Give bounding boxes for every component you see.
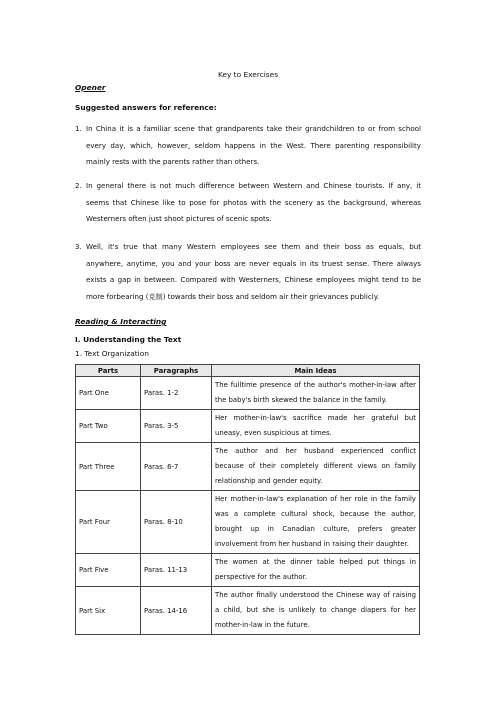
part-cell: Part Two bbox=[76, 410, 141, 443]
answer-3 bbox=[75, 239, 421, 305]
paragraphs-cell: Paras. 8-10 bbox=[141, 491, 212, 554]
part-cell: Part Six bbox=[76, 587, 141, 635]
main-idea-cell: The author and her husband experienced conflict because of their completely different views on family relationship and gender equity. bbox=[212, 443, 420, 491]
header-parts: Parts bbox=[76, 365, 141, 377]
answer-3-text: Well, it's true that many Western employees see them and their boss as equals, but anywhere, anytime, you and your boss are never equals in its truest sense. There always exists a gap in between. Compared with Westerners, Chinese employees might tend to be more forbearing (克制) towards their boss and seldom air their grievances publicly. bbox=[86, 242, 421, 301]
paragraphs-cell: Paras. 6-7 bbox=[141, 443, 212, 491]
table-row bbox=[76, 377, 420, 410]
table-header-row bbox=[76, 365, 420, 377]
table-row bbox=[76, 443, 420, 491]
answer-1-number: 1. bbox=[75, 124, 82, 133]
part-cell: Part Four bbox=[76, 491, 141, 554]
opener-heading: Opener bbox=[75, 83, 106, 92]
main-idea-cell: The author finally understood the Chinese way of raising a child, but she is unlikely to change diapers for her mother-in-law in the future. bbox=[212, 587, 420, 635]
answer-2 bbox=[75, 178, 421, 228]
table-row bbox=[76, 587, 420, 635]
table-row bbox=[76, 554, 420, 587]
reading-heading: Reading & Interacting bbox=[75, 317, 167, 326]
answer-2-number: 2. bbox=[75, 181, 82, 190]
answer-1-text: In China it is a familiar scene that grandparents take their grandchildren to or from school every day, which, however, seldom happens in the West. There parenting responsibility mainly rests with the parents rather than others. bbox=[86, 124, 421, 166]
part-cell: Part Three bbox=[76, 443, 141, 491]
header-paragraphs: Paragraphs bbox=[141, 365, 212, 377]
understanding-heading: I. Understanding the Text bbox=[75, 335, 182, 344]
suggested-answers-label: Suggested answers for reference: bbox=[75, 103, 217, 112]
header-main-ideas: Main Ideas bbox=[212, 365, 420, 377]
page-title: Key to Exercises bbox=[217, 70, 279, 79]
table-row bbox=[76, 410, 420, 443]
text-organization-table bbox=[75, 364, 420, 635]
main-idea-cell: Her mother-in-law's sacrifice made her grateful but uneasy, even suspicious at times. bbox=[212, 410, 420, 443]
paragraphs-cell: Paras. 11-13 bbox=[141, 554, 212, 587]
answer-2-text: In general there is not much difference between Western and Chinese tourists. If any, it seems that Chinese like to pose for photos with the scenery as the background, whereas Westerners often just shoot pictures of scenic spots. bbox=[86, 181, 421, 223]
answer-1 bbox=[75, 121, 421, 171]
part-cell: Part Five bbox=[76, 554, 141, 587]
paragraphs-cell: Paras. 14-16 bbox=[141, 587, 212, 635]
main-idea-cell: The fulltime presence of the author's mother-in-law after the baby's birth skewed the balance in the family. bbox=[212, 377, 420, 410]
table-row bbox=[76, 491, 420, 554]
paragraphs-cell: Paras. 1-2 bbox=[141, 377, 212, 410]
answer-3-number: 3. bbox=[75, 242, 82, 251]
text-organization-heading: 1. Text Organization bbox=[75, 349, 149, 358]
part-cell: Part One bbox=[76, 377, 141, 410]
main-idea-cell: The women at the dinner table helped put things in perspective for the author. bbox=[212, 554, 420, 587]
main-idea-cell: Her mother-in-law's explanation of her role in the family was a complete cultural shock, because the author, brought up in Canadian culture, prefers greater involvement from her husband in raising their daughter. bbox=[212, 491, 420, 554]
paragraphs-cell: Paras. 3-5 bbox=[141, 410, 212, 443]
